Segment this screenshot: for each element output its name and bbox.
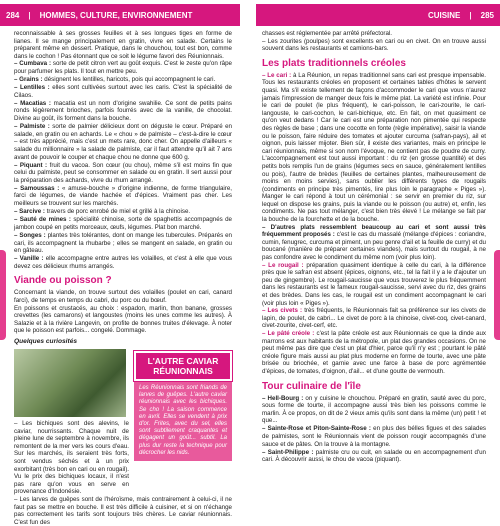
- cari-paragraph: – Le cari : à La Réunion, un repas traditionnel sans cari est presque impensable. Tous les restaurants créoles en proposent et certaines tables d'hôtes le servent quasi. Ma s'il existe tellement de façons d'accommoder le cari que vous n'aurez jamais l'impression de manger deux fois le même plat. La variété est infinie. Pour le cari de poulet (le plus fréquent), le cari-poisson, le cari-zourite, le cari-langouste, le cari-cochon, le cari-bichique, etc. En fait, on met quasiment ce qu'on veut dedans ! Car le cari est une préparation non pimentée qui respecte des règles de base ; dans une cocotte en fonte (règle impérative), saisir la viande ou le poisson, faire réduire des tomates et ajouter curcuma (safran-pays), ail et oignon, puis laisser mijoter. Bien sûr, il existe des variantes, mais en principe le cari réunionnais, même si son nom l'évoque, ne contient pas de poudre de curry. L'accompagnement est tout aussi important : du riz (en grosse quantité) et des petits bols remplis l'un de grains (légumes secs en sauce, généralement lentilles ou pois), l'autre de brèdes (feuilles de certaines plantes, malheureusement de moins en moins servies), sans oublier les différents types de rougails (condiments en principe très pimentés, lire plus loin le paragraphe « Piges »). Manger le cari répond à tout un cérémonial : se servir en premier du riz, sur lequel on dispose les grains, puis la viande ou le poisson (ou autre) et, enfin, les condiments. Ne pas tout mélanger, c'est bien très élevé ! Le mélange se fait par la bouche de la fourchette et de la bouche.: [262, 71, 486, 224]
- bichiques-photo: [14, 349, 126, 417]
- glossary-item: – Songes : plantes très tolérantes, dont on mange les tubercules. Préparés en cari, ils accompagnent la rhubarbe ; elles se mangent en salade, en gratin ou en gâteau.: [14, 231, 232, 255]
- section-title-tour: Tour culinaire de l'île: [262, 380, 361, 392]
- right-column: [262, 30, 486, 464]
- civets-paragraph: – Les civets : très fréquents, le Réunionnais fait sa préférence sur les civets de lapin, de poulet, de cabri... Le civet de porc à la chinoise, civet-coq, civet-canard, civet-zourite, civet-cerf, etc.: [262, 307, 486, 330]
- tour-item: – Hell-Bourg : on y cuisine le chouchou. Préparé en gratin, sauté avec du porc, sous forme de tourte, il accompagne aussi très bien les poissons comme le marlin. À ce propos, on dit de 2 vieux amis qu'ils sont dans la même (un) petit ! et que...: [262, 394, 486, 425]
- caviar-sidebar: [134, 351, 232, 461]
- section-title-plats: Les plats traditionnels créoles: [262, 57, 406, 69]
- tour-item: – Sainte-Rose et Piton-Sainte-Rose : en plus des bélles figues et des salades de palmistes, sont le Réunionnais vient de poisson rougir accompagnés d'une sauce et de pâtes. On la trouve à la montagne.: [262, 425, 486, 448]
- header-separator-right: |: [469, 10, 472, 20]
- glossary-item: – Cumbava : sorte de petit citron vert au goût exquis. C'est le zeste qu'on râpe pour parfumer les plats. Il tout en mettre peu.: [14, 60, 233, 75]
- guepes-text: – Les larves de guêpes sont de l'héroïsme, mais contrairement à celui-ci, il ne faut pas se mettre en bouche. Il est très difficile à cuisiner, et si on n'échange pas correctement les tarifs sont toujours très chères. Le caviar réunionnais. C'est fun des: [14, 495, 232, 526]
- glossary-item: – Lentilles : elles sont cultivées surtout avec les caris. C'est la spécialité de Cilaos.: [14, 84, 232, 99]
- left-page-number: 284: [6, 10, 20, 20]
- pate-paragraph: – Le pâté créole : c'est la pâte créole est aux Réunionnais ce que la dinde aux marrons est aux habitants de la métropole, un plat des grandes occasions. On ne peut même pas dire que c'est un plat d'hier, parce qu'il n'y est ; pourtant le pâté créole figure mais aussi au plat plus moderne en forme de tourte, avec une pâte brisée ou briochée, et garnie avec une farce à base de porc agrémentée d'épices, de tomates, d'oignon, d'ail... et d'une goutte de vermouth.: [262, 329, 486, 375]
- glossary-item: – Palmiste : sorte de palmier délicieux dont on déguste le cœur. Préparé en salade, en gratin ou en achards. Le « chou » de palmiste – c'est-à-dire le cœur – est très apprécié, mais c'est un mets rare, donc cher. On appelle d'ailleurs « salade du millionnaire » la salade de palmiste, car il faut attendre qu'il ait 7 ans avant de pouvoir le couper et chaque chou ne donne que 600 g.: [14, 123, 232, 161]
- left-running-title: HOMMES, CULTURE, ENVIRONNEMENT: [39, 10, 193, 20]
- glossary-item: – Macatias : macatia est un nom d'origine swahilie. Ce sont de petits pains ronds légèrement brioches, parfois fourrés avec de la vanille, de chocolat. Divine au goût, ils forment dans la bouche.: [14, 99, 232, 123]
- massale-paragraph: – D'autres plats ressemblent beaucoup au cari et sont aussi très fréquemment proposés : c'est le cas du massalé (mélange d'épices : coriandre, cumin, fenugrec, curcuma et piment, un peu genre d'ail et la feuille de curry) et du boucané (manière de préparer certaines viandes), mais surtout du rougail, à ne pas confondre avec le condiment du même nom (voir plus loin).: [262, 223, 486, 262]
- right-page-header: [256, 4, 500, 26]
- glossary-item: – Piquant : fruit du vacoa. Son cœur (ou chou), même s'il est moins fin que celui du palmiste, peut se consommer en salade ou en gratin. Il sert aussi pour la préparation des achards, vivre du rhum arrangé.: [14, 161, 232, 184]
- tour-item: – Saint-Philippe : palmiste cru ou cuit, en salade ou en accompagnement d'un cari. À découvrir aussi, le chou de vacoa (piquant).: [262, 448, 486, 464]
- right-thumb-tab: [494, 250, 500, 340]
- viande-paragraph-2: En poissons et crustacés, au choix : espadon, marlin, thon banane, grosses crevettes (les camarons) et langoustes (moins les unes comme les autres). À Salazie et à la rivière Langevin, on profite de bonnes truites d'élevage. À noter que le poisson est parfois... congelé. Dommage.: [14, 304, 232, 335]
- glossary-item: – Sarcive : travers de porc enrobé de miel et grillé à la chinoise.: [14, 208, 191, 216]
- sidebar-title: L'AUTRE CAVIAR RÉUNIONNAIS: [134, 351, 232, 381]
- glossary-item: – Samoussas : « amuse-bouche » d'origine indienne, de forme triangulaire, farci de légumes, de viande hachée et d'épices. Vraiment pas cher. Les meilleurs se trouvent sur les marchés.: [14, 184, 232, 208]
- glossary-item: – Grains : désignent les lentilles, haricots, pois qui accompagnent le cari.: [14, 76, 216, 84]
- rougail-paragraph: – Le rougail : préparation quasiment identique à celle du cari, à la différence près que le safran est absent (épices, oignons, etc., tel la fait il y a le d'ajouter un peu de gingembre). Le rougail-saucisse que vous trouverez le plus fréquemment dans les restaurants est le fameux rougail-saucisse, servi avec du riz, des grains et des brèdes. Dans les cas, le rougail est un condiment accompagnant le cari (voir plus loin « Piges »).: [262, 261, 486, 307]
- bichiques-text: – Les bichiques sont des alevins, le caviar, nourrissants. Chaque nuit de pleine lune de septembre à novembre, ils remontent de la mer vers les cours d'eau. Sur les marchés, ils seraient très forts, sont vendus séchés et à un prix exorbitant (très bon en cari ou en rougail). Vu le prix des bichiques locaux, il n'est pas rare qu'on vous en serve en provenance d'Indonésie.: [14, 419, 129, 496]
- right-running-title: CUISINE: [427, 10, 461, 20]
- sidebar-body: Les Réunionnais sont friands de larves de guêpes. L'autre caviar réunionnais avec les bichiques. Se cho ! La saison commence en avril. Elles se vendent à prix d'or. Frites, avec du sel, elles sont subtilement craquantes et dégagent un goût... subtil. La plus dur reste la technique pour décrocher les nids.: [134, 381, 232, 461]
- glossary-item: – Sauté de mines : spécialité chinoise, sorte de spaghettis accompagnés de jambon coupé en petits morceaux, œufs, légumes. Plat bon marché.: [14, 216, 232, 231]
- right-intro-2: – Les zourites (poulpes) sont excellents en cari ou en civet. On en trouve aussi souvent dans les restaurants et camions-bars.: [262, 37, 486, 53]
- left-thumb-tab: [0, 250, 6, 340]
- right-page-number: 285: [480, 10, 494, 20]
- glossary-list: [14, 60, 232, 270]
- viande-paragraph-1: Concernant la viande, on trouve surtout des volailles (poulet en cari, canard farci), de temps en temps du cabri, du porc ou du bœuf.: [14, 289, 232, 304]
- left-column: [14, 30, 232, 526]
- section-title-viande: Viande ou poisson ?: [14, 275, 112, 287]
- left-intro: reconnaissable à ses grosses feuilles et à ses longues tiges en forme de lianes. Il se mange principalement en gratin, vivre en salade. Certains le préparent même en dessert. Pratique, dans le chouchou, tout est bon, comme dans le cochon ! Pas étonnant que ce soit le légume favori des Réunionnais.: [14, 30, 232, 60]
- header-separator: |: [28, 10, 31, 20]
- subsection-title-curiosites: Quelques curiosités: [14, 337, 78, 345]
- left-page-header: [0, 4, 240, 26]
- right-intro: chasses est réglementée par arrêté préfectoral.: [262, 30, 393, 37]
- glossary-item: – Vanille : elle accompagne entre autres les volailles, et c'est à elle que vous devez ces délicieux rhums arrangés.: [14, 255, 232, 270]
